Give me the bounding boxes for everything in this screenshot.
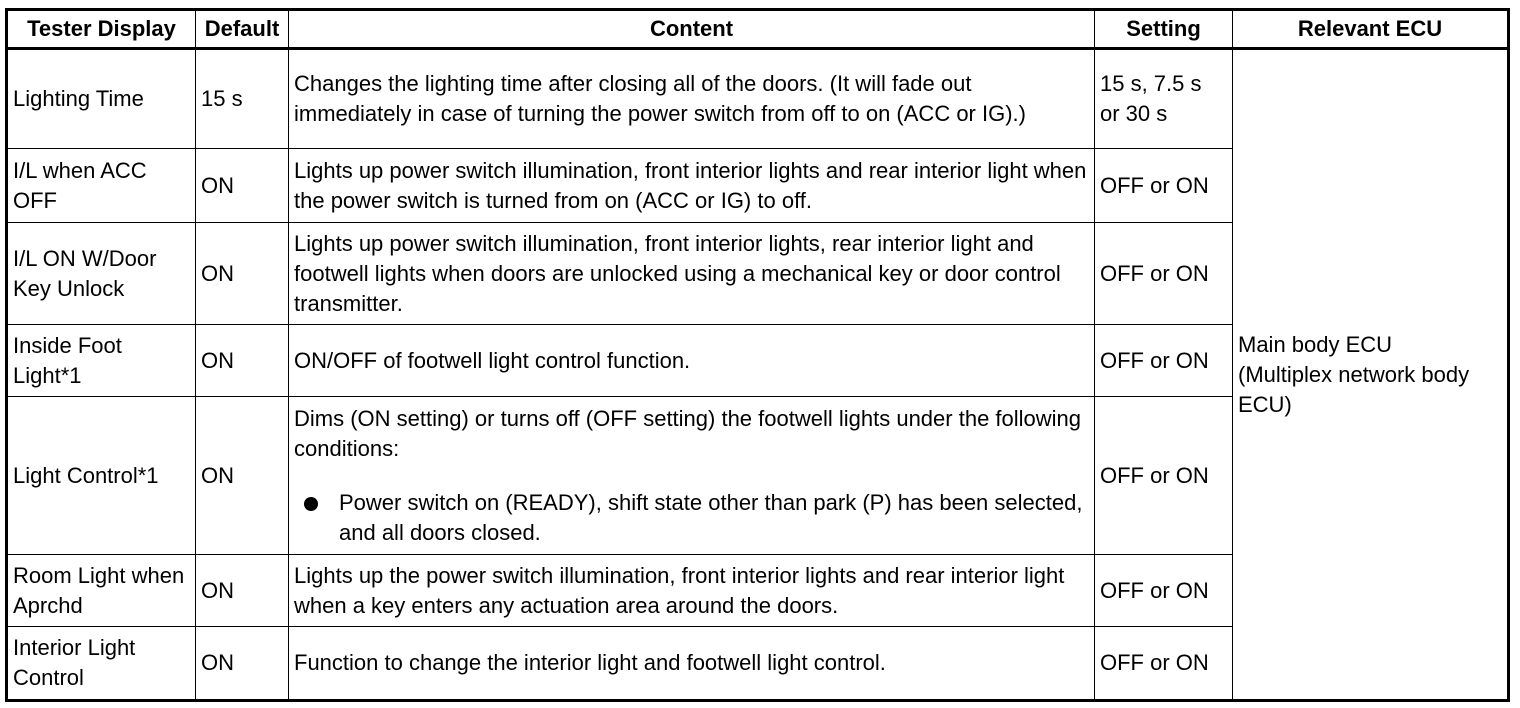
- header-row: [7, 10, 1509, 49]
- content-text: Dims (ON setting) or turns off (OFF setting) the footwell lights under the following conditions:: [294, 405, 1082, 461]
- header-content: Content: [289, 10, 1095, 49]
- default-cell: 15 s: [196, 49, 289, 149]
- tester-display-cell: Lighting Time: [7, 49, 196, 149]
- content-cell: Lights up power switch illumination, front interior lights, rear interior light and footwell lights when doors are unlocked using a mechanical key or door control transmitter.: [289, 223, 1095, 325]
- header-tester-display: Tester Display: [7, 10, 196, 49]
- tester-display-cell: Interior Light Control: [7, 627, 196, 701]
- tester-display-cell: Room Light when Aprchd: [7, 555, 196, 627]
- setting-cell: OFF or ON: [1095, 627, 1233, 701]
- setting-cell: OFF or ON: [1095, 555, 1233, 627]
- setting-cell: OFF or ON: [1095, 149, 1233, 223]
- setting-cell: OFF or ON: [1095, 223, 1233, 325]
- tester-display-cell: I/L ON W/Door Key Unlock: [7, 223, 196, 325]
- content-cell: [289, 397, 1095, 555]
- header-default: Default: [196, 10, 289, 49]
- bullet-dot-icon: [304, 497, 318, 511]
- tester-display-cell: Inside Foot Light*1: [7, 325, 196, 397]
- tester-display-cell: I/L when ACC OFF: [7, 149, 196, 223]
- table-row: [7, 49, 1509, 149]
- setting-cell: OFF or ON: [1095, 325, 1233, 397]
- tester-display-cell: Light Control*1: [7, 397, 196, 555]
- relevant-ecu-text: Main body ECU (Multiplex network body ECU): [1238, 331, 1470, 417]
- header-setting: Setting: [1095, 10, 1233, 49]
- default-cell: ON: [196, 627, 289, 701]
- content-cell: Lights up the power switch illumination, front interior lights and rear interior light when a key enters any actuation area around the doors.: [289, 555, 1095, 627]
- content-cell: ON/OFF of footwell light control function.: [289, 325, 1095, 397]
- content-cell: Lights up power switch illumination, front interior lights and rear interior light when the power switch is turned from on (ACC or IG) to off.: [289, 149, 1095, 223]
- relevant-ecu-cell: [1233, 49, 1509, 701]
- default-cell: ON: [196, 149, 289, 223]
- bullet-item: [294, 488, 1089, 548]
- setting-cell: OFF or ON: [1095, 397, 1233, 555]
- header-relevant-ecu: Relevant ECU: [1233, 10, 1509, 49]
- default-cell: ON: [196, 325, 289, 397]
- default-cell: ON: [196, 397, 289, 555]
- content-cell: Function to change the interior light and footwell light control.: [289, 627, 1095, 701]
- customize-table: [5, 8, 1510, 702]
- default-cell: ON: [196, 223, 289, 325]
- bullet-text: Power switch on (READY), shift state other than park (P) has been selected, and all doors closed.: [339, 489, 1083, 545]
- content-cell: Changes the lighting time after closing all of the doors. (It will fade out immediately in case of turning the power switch from off to on (ACC or IG).): [289, 49, 1095, 149]
- setting-cell: 15 s, 7.5 s or 30 s: [1095, 49, 1233, 149]
- default-cell: ON: [196, 555, 289, 627]
